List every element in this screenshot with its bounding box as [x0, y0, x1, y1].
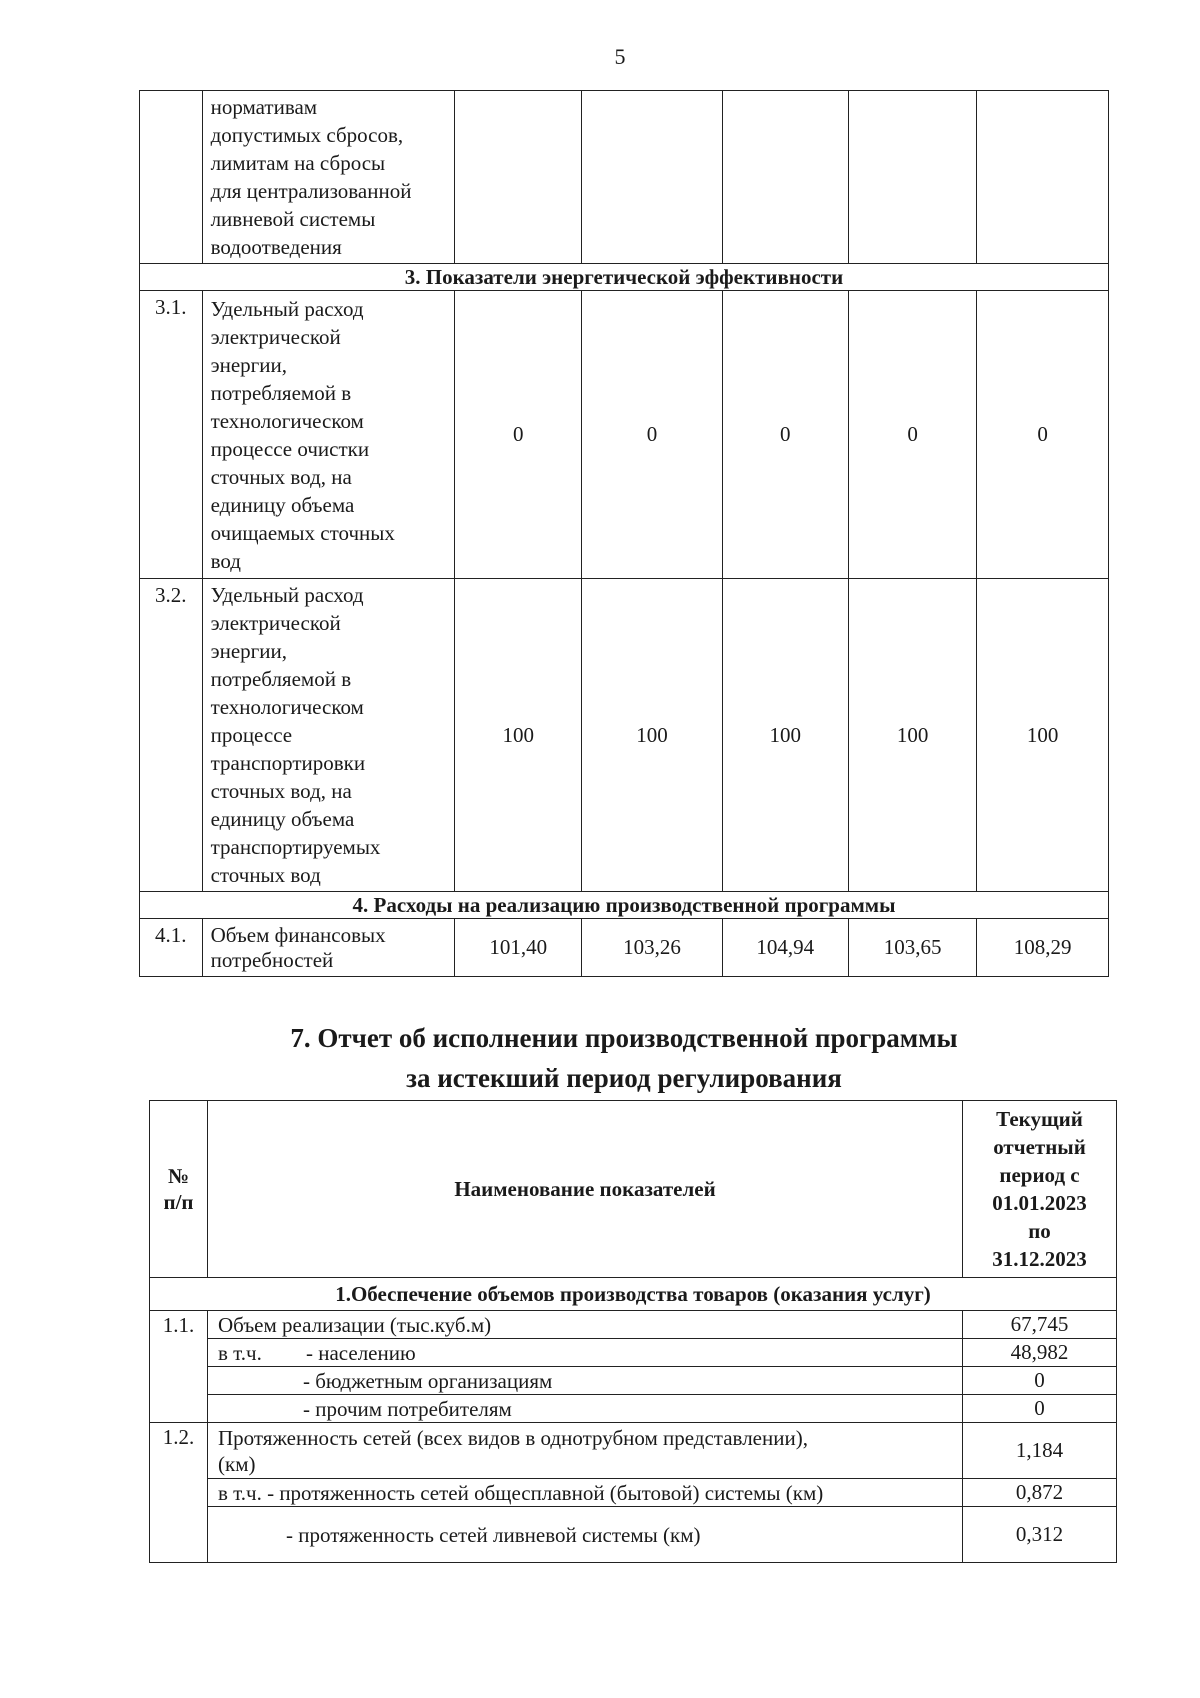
- row-number-cell: [140, 91, 203, 264]
- value-cell: 100: [977, 579, 1109, 892]
- value-cell: 0: [455, 291, 582, 579]
- value-cell: 48,982: [963, 1339, 1117, 1367]
- value-cell: 100: [722, 579, 848, 892]
- section-heading: 1.Обеспечение объемов производства товаров (оказания услуг): [150, 1278, 1117, 1311]
- value-cell: 103,65: [848, 919, 976, 977]
- indicator-name: нормативам допустимых сбросов, лимитам на сбросы для централизованной ливневой системы водоотведения: [202, 91, 455, 264]
- section-heading: 3. Показатели энергетической эффективности: [140, 264, 1109, 291]
- value-cell: 103,26: [582, 919, 722, 977]
- table-row: [140, 919, 1109, 977]
- column-header-number: № п/п: [150, 1101, 208, 1278]
- table-row: [150, 1423, 1117, 1479]
- value-cell: 0: [582, 291, 722, 579]
- table-row: [140, 91, 1109, 264]
- value-cell: 0: [963, 1367, 1117, 1395]
- section-row: [140, 264, 1109, 291]
- column-header-name: Наименование показателей: [208, 1101, 963, 1278]
- indicator-name: - бюджетным организациям: [208, 1367, 963, 1395]
- indicator-name: в т.ч. - населению: [208, 1339, 963, 1367]
- value-cell: 67,745: [963, 1311, 1117, 1339]
- row-number: 3.1.: [140, 291, 203, 579]
- table-row: [150, 1311, 1117, 1339]
- indicator-name: Объем финансовых потребностей: [202, 919, 455, 977]
- table-row: [150, 1507, 1117, 1563]
- column-header-period: Текущий отчетный период с 01.01.2023 по 31.12.2023: [963, 1101, 1117, 1278]
- indicator-name: Удельный расход электрической энергии, потребляемой в технологическом процессе транспортировки сточных вод, на единицу объема транспортируемых сточных вод: [202, 579, 455, 892]
- value-cell: 0: [977, 291, 1109, 579]
- section-7-title: 7. Отчет об исполнении производственной программы за истекший период регулирования: [290, 1023, 958, 1093]
- section-row: [150, 1278, 1117, 1311]
- table-row: [150, 1395, 1117, 1423]
- page-number: 5: [614, 44, 626, 69]
- program-execution-report-table: [149, 1100, 1117, 1563]
- value-cell: 100: [848, 579, 976, 892]
- section-heading: 4. Расходы на реализацию производственной программы: [140, 892, 1109, 919]
- value-cell: 101,40: [455, 919, 582, 977]
- indicator-name: - протяженность сетей ливневой системы (км): [208, 1507, 963, 1563]
- header-row: [150, 1101, 1117, 1278]
- value-cell: 108,29: [977, 919, 1109, 977]
- indicators-table-continued: [139, 90, 1109, 977]
- table-row: [140, 579, 1109, 892]
- row-number: 3.2.: [140, 579, 203, 892]
- value-cell: 104,94: [722, 919, 848, 977]
- value-cell: 0: [963, 1395, 1117, 1423]
- indicator-name: Удельный расход электрической энергии, потребляемой в технологическом процессе очистки сточных вод, на единицу объема очищаемых сточных вод: [202, 291, 455, 579]
- sub-prefix: в т.ч.: [218, 1340, 262, 1365]
- row-number: 4.1.: [140, 919, 203, 977]
- indicator-name: Объем реализации (тыс.куб.м): [208, 1311, 963, 1339]
- value-cell: 0,312: [963, 1507, 1117, 1563]
- value-cell: 0: [848, 291, 976, 579]
- row-number: 1.2.: [150, 1423, 208, 1563]
- table-row: [150, 1479, 1117, 1507]
- value-cell: 100: [582, 579, 722, 892]
- indicator-name: - прочим потребителям: [208, 1395, 963, 1423]
- table-row: [150, 1339, 1117, 1367]
- row-number: 1.1.: [150, 1311, 208, 1423]
- value-cell: 0,872: [963, 1479, 1117, 1507]
- section-row: [140, 892, 1109, 919]
- value-cell: 100: [455, 579, 582, 892]
- table-row: [140, 291, 1109, 579]
- table-row: [150, 1367, 1117, 1395]
- value-cell: 1,184: [963, 1423, 1117, 1479]
- sub-prefix: в т.ч.: [218, 1480, 262, 1505]
- value-cell: 0: [722, 291, 848, 579]
- indicator-name: в т.ч. - протяженность сетей общесплавной (бытовой) системы (км): [208, 1479, 963, 1507]
- indicator-name: Протяженность сетей (всех видов в однотрубном представлении), (км): [208, 1423, 963, 1479]
